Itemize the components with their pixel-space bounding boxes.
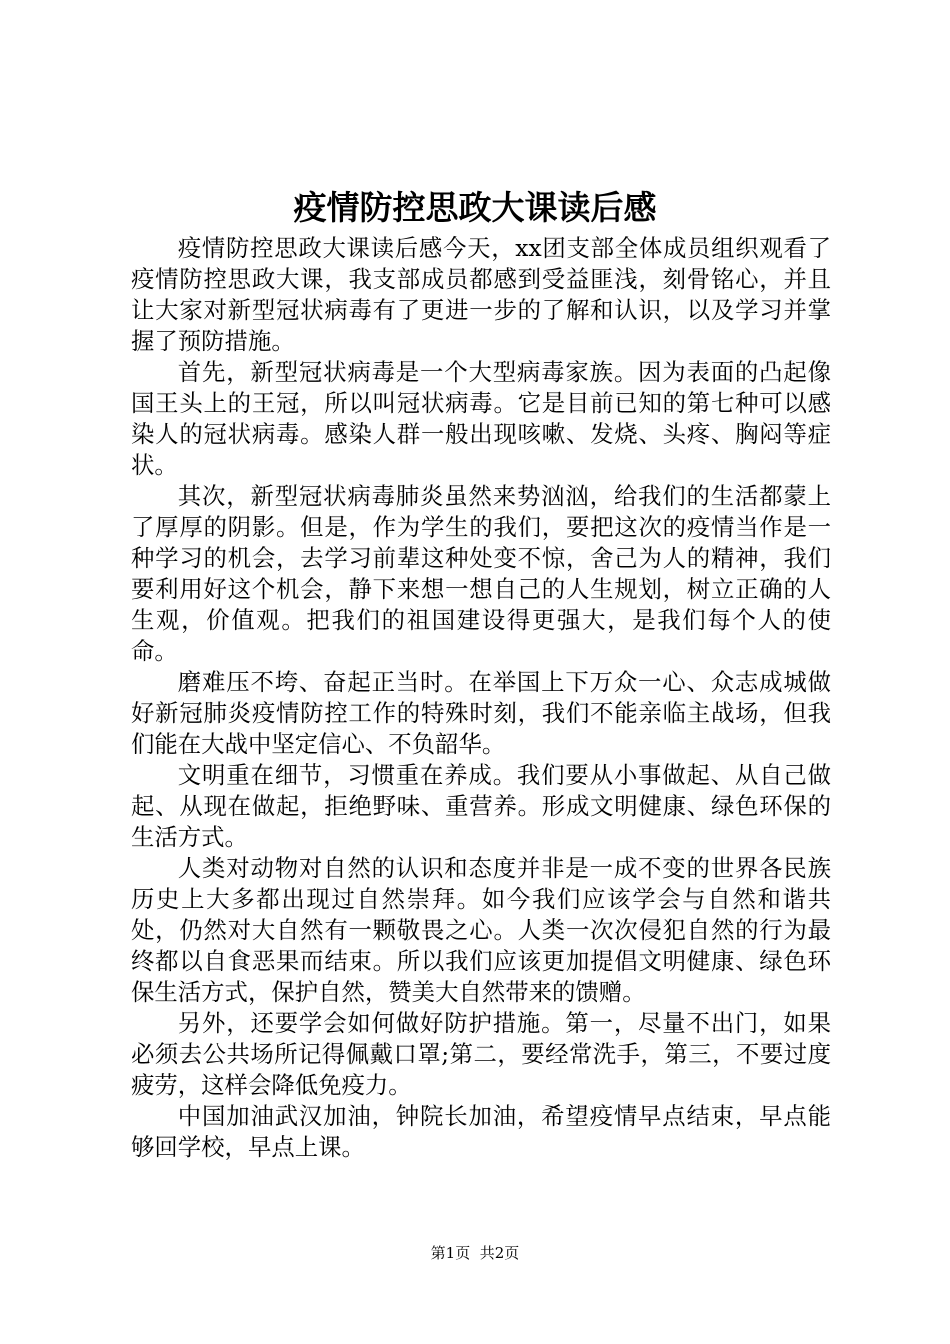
page-footer [0,1242,950,1264]
paragraph: 磨难压不垮、奋起正当时。在举国上下万众一心、众志成城做好新冠肺炎疫情防控工作的特殊时刻，我们不能亲临主战场，但我们能在大战中坚定信心、不负韶华。 [131,668,831,758]
paragraph: 中国加油武汉加油，钟院长加油，希望疫情早点结束，早点能够回学校，早点上课。 [131,1102,831,1161]
paragraph: 其次，新型冠状病毒肺炎虽然来势汹汹，给我们的生活都蒙上了厚厚的阴影。但是，作为学生的我们，要把这次的疫情当作是一种学习的机会，去学习前辈这种处变不惊，舍己为人的精神，我们要利用好这个机会，静下来想一想自己的人生规划，树立正确的人生观，价值观。把我们的祖国建设得更强大，是我们每个人的使命。 [131,482,831,665]
paragraph: 文明重在细节，习惯重在养成。我们要从小事做起、从自己做起、从现在做起，拒绝野味、重营养。形成文明健康、绿色环保的生活方式。 [131,761,831,851]
paragraph: 首先，新型冠状病毒是一个大型病毒家族。因为表面的凸起像国王头上的王冠，所以叫冠状病毒。它是目前已知的第七种可以感染人的冠状病毒。感染人群一般出现咳嗽、发烧、头疼、胸闷等症状。 [131,358,831,479]
paragraph: 疫情防控思政大课读后感今天，xx团支部全体成员组织观看了疫情防控思政大课，我支部成员都感到受益匪浅，刻骨铭心，并且让大家对新型冠状病毒有了更进一步的了解和认识，以及学习并掌握了预防措施。 [131,234,831,355]
document-title: 疫情防控思政大课读后感 [293,188,657,227]
document-body [131,233,831,1163]
page-total: 共2页 [479,1244,520,1262]
paragraph: 人类对动物对自然的认识和态度并非是一成不变的世界各民族历史上大多都出现过自然崇拜。如今我们应该学会与自然和谐共处，仍然对大自然有一颗敬畏之心。人类一次次侵犯自然的行为最终都以自食恶果而结束。所以我们应该更加提倡文明健康、绿色环保生活方式，保护自然，赞美大自然带来的馈赠。 [131,854,831,1006]
paragraph: 另外，还要学会如何做好防护措施。第一，尽量不出门，如果必须去公共场所记得佩戴口罩;第二，要经常洗手，第三，不要过度疲劳，这样会降低免疫力。 [131,1009,831,1099]
page-number: 第1页 [430,1244,471,1262]
